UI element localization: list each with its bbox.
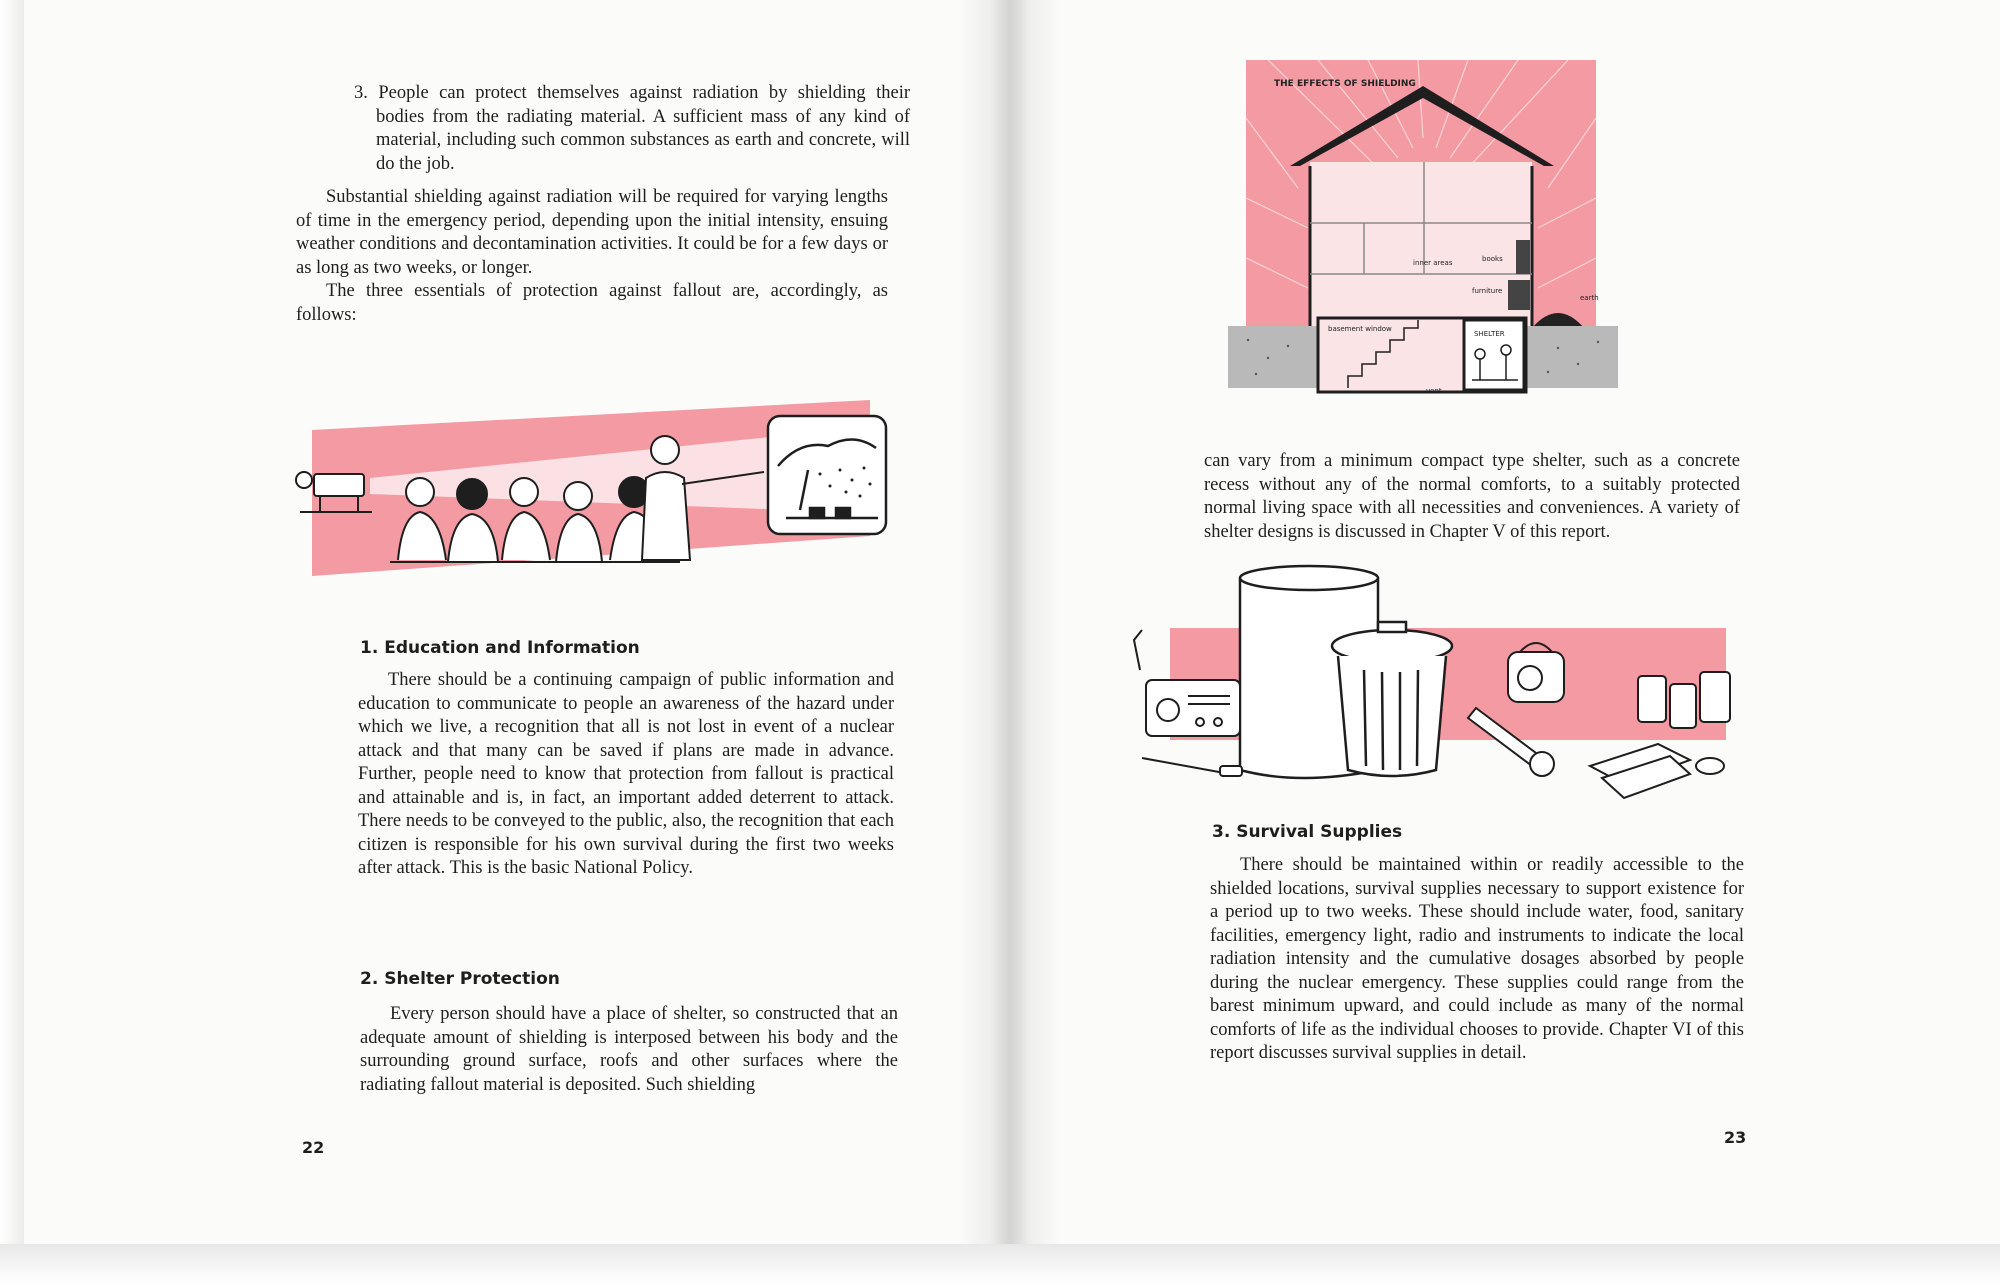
label-furniture: furniture bbox=[1472, 287, 1503, 295]
book-gutter bbox=[960, 0, 1060, 1250]
label-basement-window: basement window bbox=[1328, 325, 1392, 333]
label-shelter: SHELTER bbox=[1474, 330, 1505, 338]
section-heading-shelter: 2. Shelter Protection bbox=[360, 969, 560, 989]
page-number-left: 22 bbox=[302, 1138, 325, 1157]
education-illustration bbox=[280, 400, 900, 580]
house-interior bbox=[1310, 162, 1532, 326]
numbered-item-3: 3. People can protect themselves against radiation by shielding their bodies from the radiating material. A sufficient mass of any kind of material, including such common substances as earth and concrete, will do the job. bbox=[354, 83, 910, 174]
paragraph-shelter-continued: can vary from a minimum compact type shelter, such as a concrete recess without any of the normal comforts, to a suitably protected normal living space with all necessities and conveniences. A variety of shelter designs is discussed in Chapter V of this report. bbox=[1204, 451, 1740, 542]
furniture-icon bbox=[1508, 280, 1530, 310]
trash-can-icon bbox=[1332, 622, 1452, 776]
section-survival-supplies-text: There should be maintained within or readily accessible to the shielded locations, survival supplies necessary to support existence for a period up to two weeks. These should include water, food, sanitary facilities, emergency light, radio and instruments to indicate the local radiation intensity and the cumulative dosages absorbed by people during the nuclear emergency. These supplies could range from the barest minimum upward, and could include as many of the normal comforts of life as the individual chooses to provide. Chapter VI of this report discusses survival supplies in detail. bbox=[1210, 855, 1744, 1063]
label-books: books bbox=[1482, 255, 1503, 263]
section-shelter-text: Every person should have a place of shelter, so constructed that an adequate amount of shielding is interposed between his body and the surrounding ground surface, roofs and other surfaces where the radiating fallout material is deposited. Such shielding bbox=[360, 1004, 898, 1095]
section-heading-education: 1. Education and Information bbox=[360, 638, 640, 658]
supply-boxes-icon bbox=[1590, 744, 1690, 798]
projection-screen-icon bbox=[768, 416, 886, 534]
section-heading-survival-supplies: 3. Survival Supplies bbox=[1212, 822, 1403, 842]
page-edge bbox=[0, 0, 24, 1250]
dosimeter-icon bbox=[1142, 758, 1242, 776]
shielding-effects-diagram bbox=[1228, 58, 1618, 426]
label-inner-areas: inner areas bbox=[1413, 259, 1453, 267]
section-education-text: There should be a continuing campaign of public information and education to communicate to people an awareness of the hazard under which we live, a recognition that all is not lost in event of a nuclear attack and that many can be saved if plans are made in advance. Further, people need to know that protection from fallout is practical and attainable and is, in fact, an important added deterrent to attack. There needs to be conveyed to the public, also, the recognition that each citizen is responsible for his own survival during the first two weeks after attack. This is the basic National Policy. bbox=[358, 670, 894, 878]
survival-supplies-illustration bbox=[1130, 560, 1750, 800]
label-vent: vent bbox=[1426, 387, 1442, 395]
books-icon bbox=[1516, 240, 1530, 274]
paragraph-three-essentials: The three essentials of protection against fallout are, accordingly, as follows: bbox=[296, 281, 888, 325]
label-earth: earth bbox=[1580, 294, 1599, 302]
paragraph-shielding-duration: Substantial shielding against radiation will be required for varying lengths of time in the emergency period, depending upon the initial intensity, ensuing weather conditions and decontamination activities. It could be for a few days or as long as two weeks, or longer. bbox=[296, 187, 888, 278]
lantern-icon bbox=[1508, 643, 1564, 702]
diagram-title: THE EFFECTS OF SHIELDING bbox=[1274, 79, 1416, 89]
page-number-right: 23 bbox=[1724, 1128, 1747, 1147]
scan-bottom-edge bbox=[0, 1244, 2000, 1284]
